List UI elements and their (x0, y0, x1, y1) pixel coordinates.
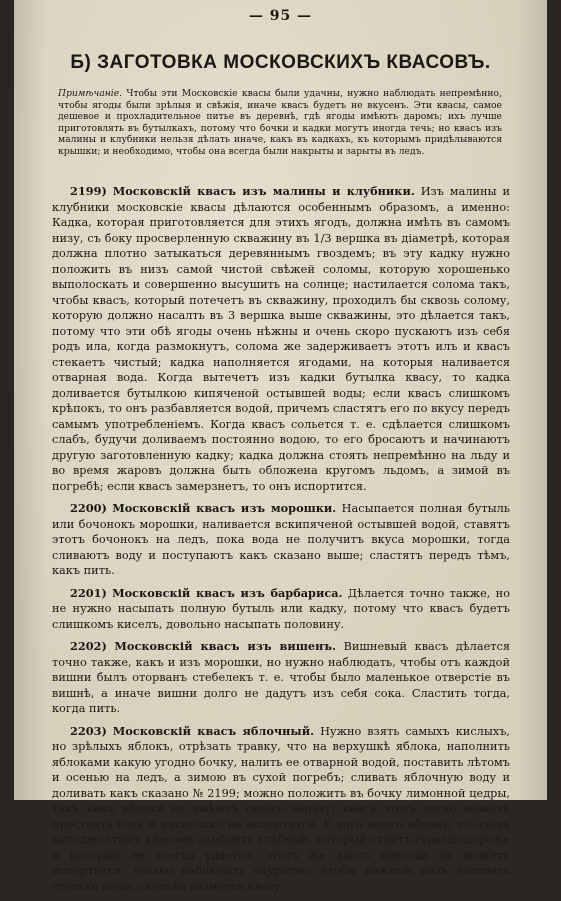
recipes-body (52, 184, 510, 901)
recipe-2199 (52, 184, 510, 494)
book-page (14, 0, 547, 893)
recipe-text: Насыпается полная бутыль или бочонокъ морошки, наливается вскипяченой остывшей водой, ставятъ этотъ бочонокъ на ледъ, пока вода не получитъ вкуса морошки, тогда сливаютъ воду и поступаютъ какъ сказано выше; сластятъ передъ тѣмъ, какъ пить. (52, 502, 511, 577)
recipe-number: 2203) (70, 723, 107, 738)
recipe-number: 2201) (70, 585, 107, 600)
recipe-2202 (52, 639, 510, 717)
recipe-heading: Московскій квасъ изъ малины и клубники. (112, 184, 415, 198)
recipe-number: 2200) (70, 501, 107, 515)
recipe-number: 2202) (70, 639, 107, 653)
recipe-text: Изъ малины и клубники московскіе квасы дѣлаются особеннымъ образомъ, а именно: Кадка, которая приготовляется для этихъ ягодъ, должна имѣть въ самомъ низу, съ боку просверленную скважину въ 1/3 вершка въ діаметрѣ, которая должна плотно затыкаться деревяннымъ гвоздемъ; въ эту кадку нужно положить въ низъ самой чистой свѣжей соломы, которую хорошенько выполоскать и совершенно высушить на солнце; настилается солома такъ, чтобы квасъ, который потечетъ въ скважину, проходилъ бы сквозь солому, которую должно насалть въ 3 вершка выше скважины, это дѣлается такъ, потому что эти обѣ ягоды очень нѣжны и очень скоро пускаютъ изъ себя родъ ила, когда размокнутъ, солома же задерживаетъ этотъ илъ и квасъ стекаетъ чистый; кадка наполняется ягодами, на которыя наливается отварная вода. Когда вытечетъ изъ кадки бутылка квасу, то кадка доливается бутылкою кипяченой остывшей воды; если квасъ слишкомъ крѣпокъ, то онъ разбавляется водой, причемъ сластятъ его по вкусу передъ самымъ употребленіемъ. Когда квасъ сольется т. е. сдѣлается слишкомъ слабъ, будучи доливаемъ постоянно водою, то его бросаютъ и начинаютъ другую заготовленную кадку; кадка должна стоять непремѣнно на льду и во время жаровъ должна быть обложена кругомъ льдомъ, а зимой въ погребѣ; если квасъ замерзнетъ, то онъ испортится. (52, 185, 510, 493)
recipe-text: Дѣлается точно также, но не нужно насыпать полную бутыль или кадку, потому что квасъ будетъ слишкомъ киселъ, довольно насыпать половину. (52, 586, 511, 631)
recipe-2200 (52, 501, 510, 579)
note-label: Примѣчаніе. (58, 88, 123, 99)
note-paragraph (58, 88, 502, 158)
recipe-heading: Московскій квасъ яблочный. (112, 723, 315, 738)
recipe-heading: Московскій квасъ изъ вишенъ. (114, 639, 336, 653)
recipe-heading: Московскій квасъ изъ барбариса. (112, 585, 343, 600)
recipe-heading: Московскій квасъ изъ морошки. (112, 501, 337, 515)
recipe-2203 (52, 724, 510, 895)
recipe-text: Нужно взять самыхъ кислыхъ, но зрѣлыхъ яблокъ, отрѣзать травку, что на верхушкѣ яблока, наполнить яблоками какую угодно бочку, налить ее отварной водой, поставить лѣтомъ и осенью на ледъ, а зимою въ сухой погребъ; сливать яблочную воду и доливать какъ сказано № 2199; можно положить въ бочку лимонной цедры, такъ какъ яблоки не имѣютъ своего запаху; квасъ этотъ легко можетъ простоять годъ и нисколько не испортится. У кого много яблокъ, то очень выгодно этимъ квасомъ замѣнять хлѣбный, который стоитъ гораздо дороже и который не всегда удается, этотъ же квасъ никогда не можетъ испортится, только наблюдать акуратно, чтобы каждый разъ доливать столько воды, сколько возмется квасу. (52, 724, 510, 893)
recipe-2201 (52, 586, 510, 633)
recipe-number: 2199) (70, 184, 107, 198)
note-text: Чтобы эти Московскіе квасы были удачны, нужно наблюдать непремѣнно, чтобы ягоды были зрѣлыя и свѣжія, иначе квасъ будетъ не вкусенъ. Эти квасы, самое дешевое и прохладительное питье въ деревнѣ, гдѣ ягоды имѣютъ даромъ; ихъ лучше приготовлять въ бутылкахъ, потому что бочки и кадки могутъ иногда течь; но квасъ изъ малины и клубники нельзя дѣлать иначе, какъ въ кадкахъ, къ которымъ придѣлываются крышки; и необходимо, чтобы она всегда были накрыты и зарыты въ ледъ. (58, 88, 502, 157)
page-number: — 95 — (248, 8, 313, 24)
section-title: Б) ЗАГОТОВКА МОСКОВСКИХЪ КВАСОВЪ. (70, 52, 491, 73)
recipe-text: Вишневый квасъ дѣлается точно также, какъ и изъ морошки, но нужно наблюдать, чтобы отъ каждой вишни былъ оторванъ стебелекъ т. е. чтобы было маленькое отверстіе въ вишнѣ, а иначе вишни долго не дадутъ изъ себя сока. Сластить тогда, когда пить. (52, 640, 510, 715)
